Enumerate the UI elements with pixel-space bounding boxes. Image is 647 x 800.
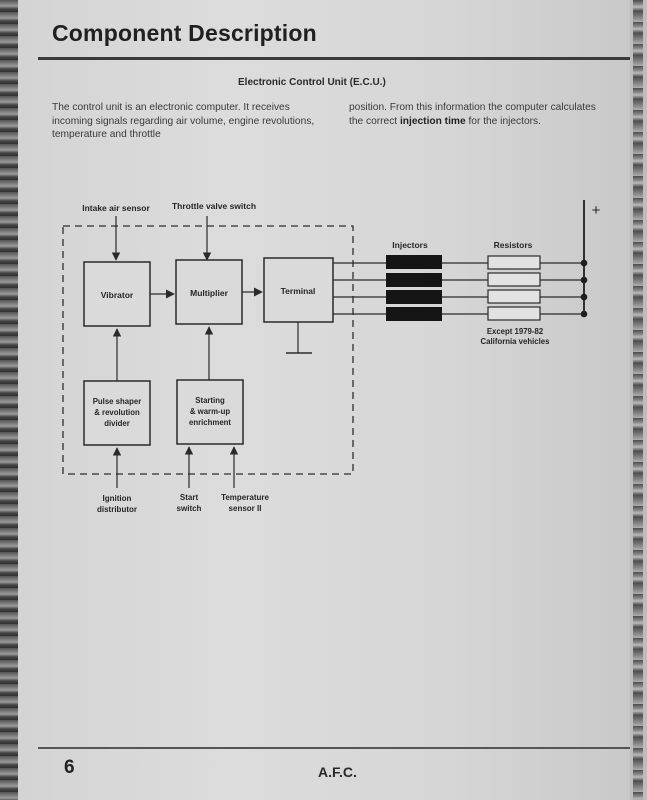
- intro-text-part: position. From this information the computer calculates the correct: [349, 102, 596, 127]
- label-resistors: Resistors: [493, 240, 533, 250]
- label-start-line2: switch: [176, 504, 202, 513]
- resistors-note-line1: Except 1979-82: [486, 327, 544, 336]
- label-injectors: Injectors: [392, 240, 428, 250]
- block-starting-line3: enrichment: [188, 418, 232, 427]
- resistors-note-line2: California vehicles: [480, 337, 550, 346]
- label-temperature-line2: sensor II: [228, 504, 262, 513]
- page-title: Component Description: [52, 20, 317, 46]
- block-vibrator-label: Vibrator: [100, 290, 134, 300]
- label-ignition-line2: distributor: [97, 505, 137, 514]
- injector-bars: [386, 255, 442, 321]
- block-pulse-shaper-line2: & revolution: [94, 408, 140, 417]
- block-pulse-shaper-line1: Pulse shaper: [92, 397, 142, 406]
- label-ignition-line1: Ignition: [102, 494, 132, 503]
- footer-code: A.F.C.: [318, 764, 357, 780]
- intro-column-1: The control unit is an electronic computer. It receives incoming signals regarding air volume, engine revolutions, temperature and throttle: [52, 102, 315, 140]
- page-number: 6: [64, 757, 75, 778]
- intro-emphasis: injection time: [399, 115, 466, 127]
- resistor-boxes: [488, 256, 540, 320]
- block-terminal-label: Terminal: [280, 286, 316, 296]
- intro-text-part: for the injectors.: [465, 115, 541, 127]
- label-start-line1: Start: [179, 493, 199, 502]
- label-temperature-line1: Temperature: [221, 493, 269, 502]
- label-throttle-valve-switch: Throttle valve switch: [171, 201, 257, 211]
- output-wires: [333, 263, 584, 314]
- block-pulse-shaper-line3: divider: [104, 419, 130, 428]
- block-starting-line2: & warm-up: [189, 407, 231, 416]
- label-intake-air-sensor: Intake air sensor: [82, 203, 150, 213]
- block-multiplier-label: Multiplier: [190, 288, 228, 298]
- block-starting-line1: Starting: [195, 396, 225, 405]
- footer-rule: [38, 747, 630, 749]
- section-title: Electronic Control Unit (E.C.U.): [238, 77, 386, 88]
- plus-symbol: +: [591, 202, 601, 219]
